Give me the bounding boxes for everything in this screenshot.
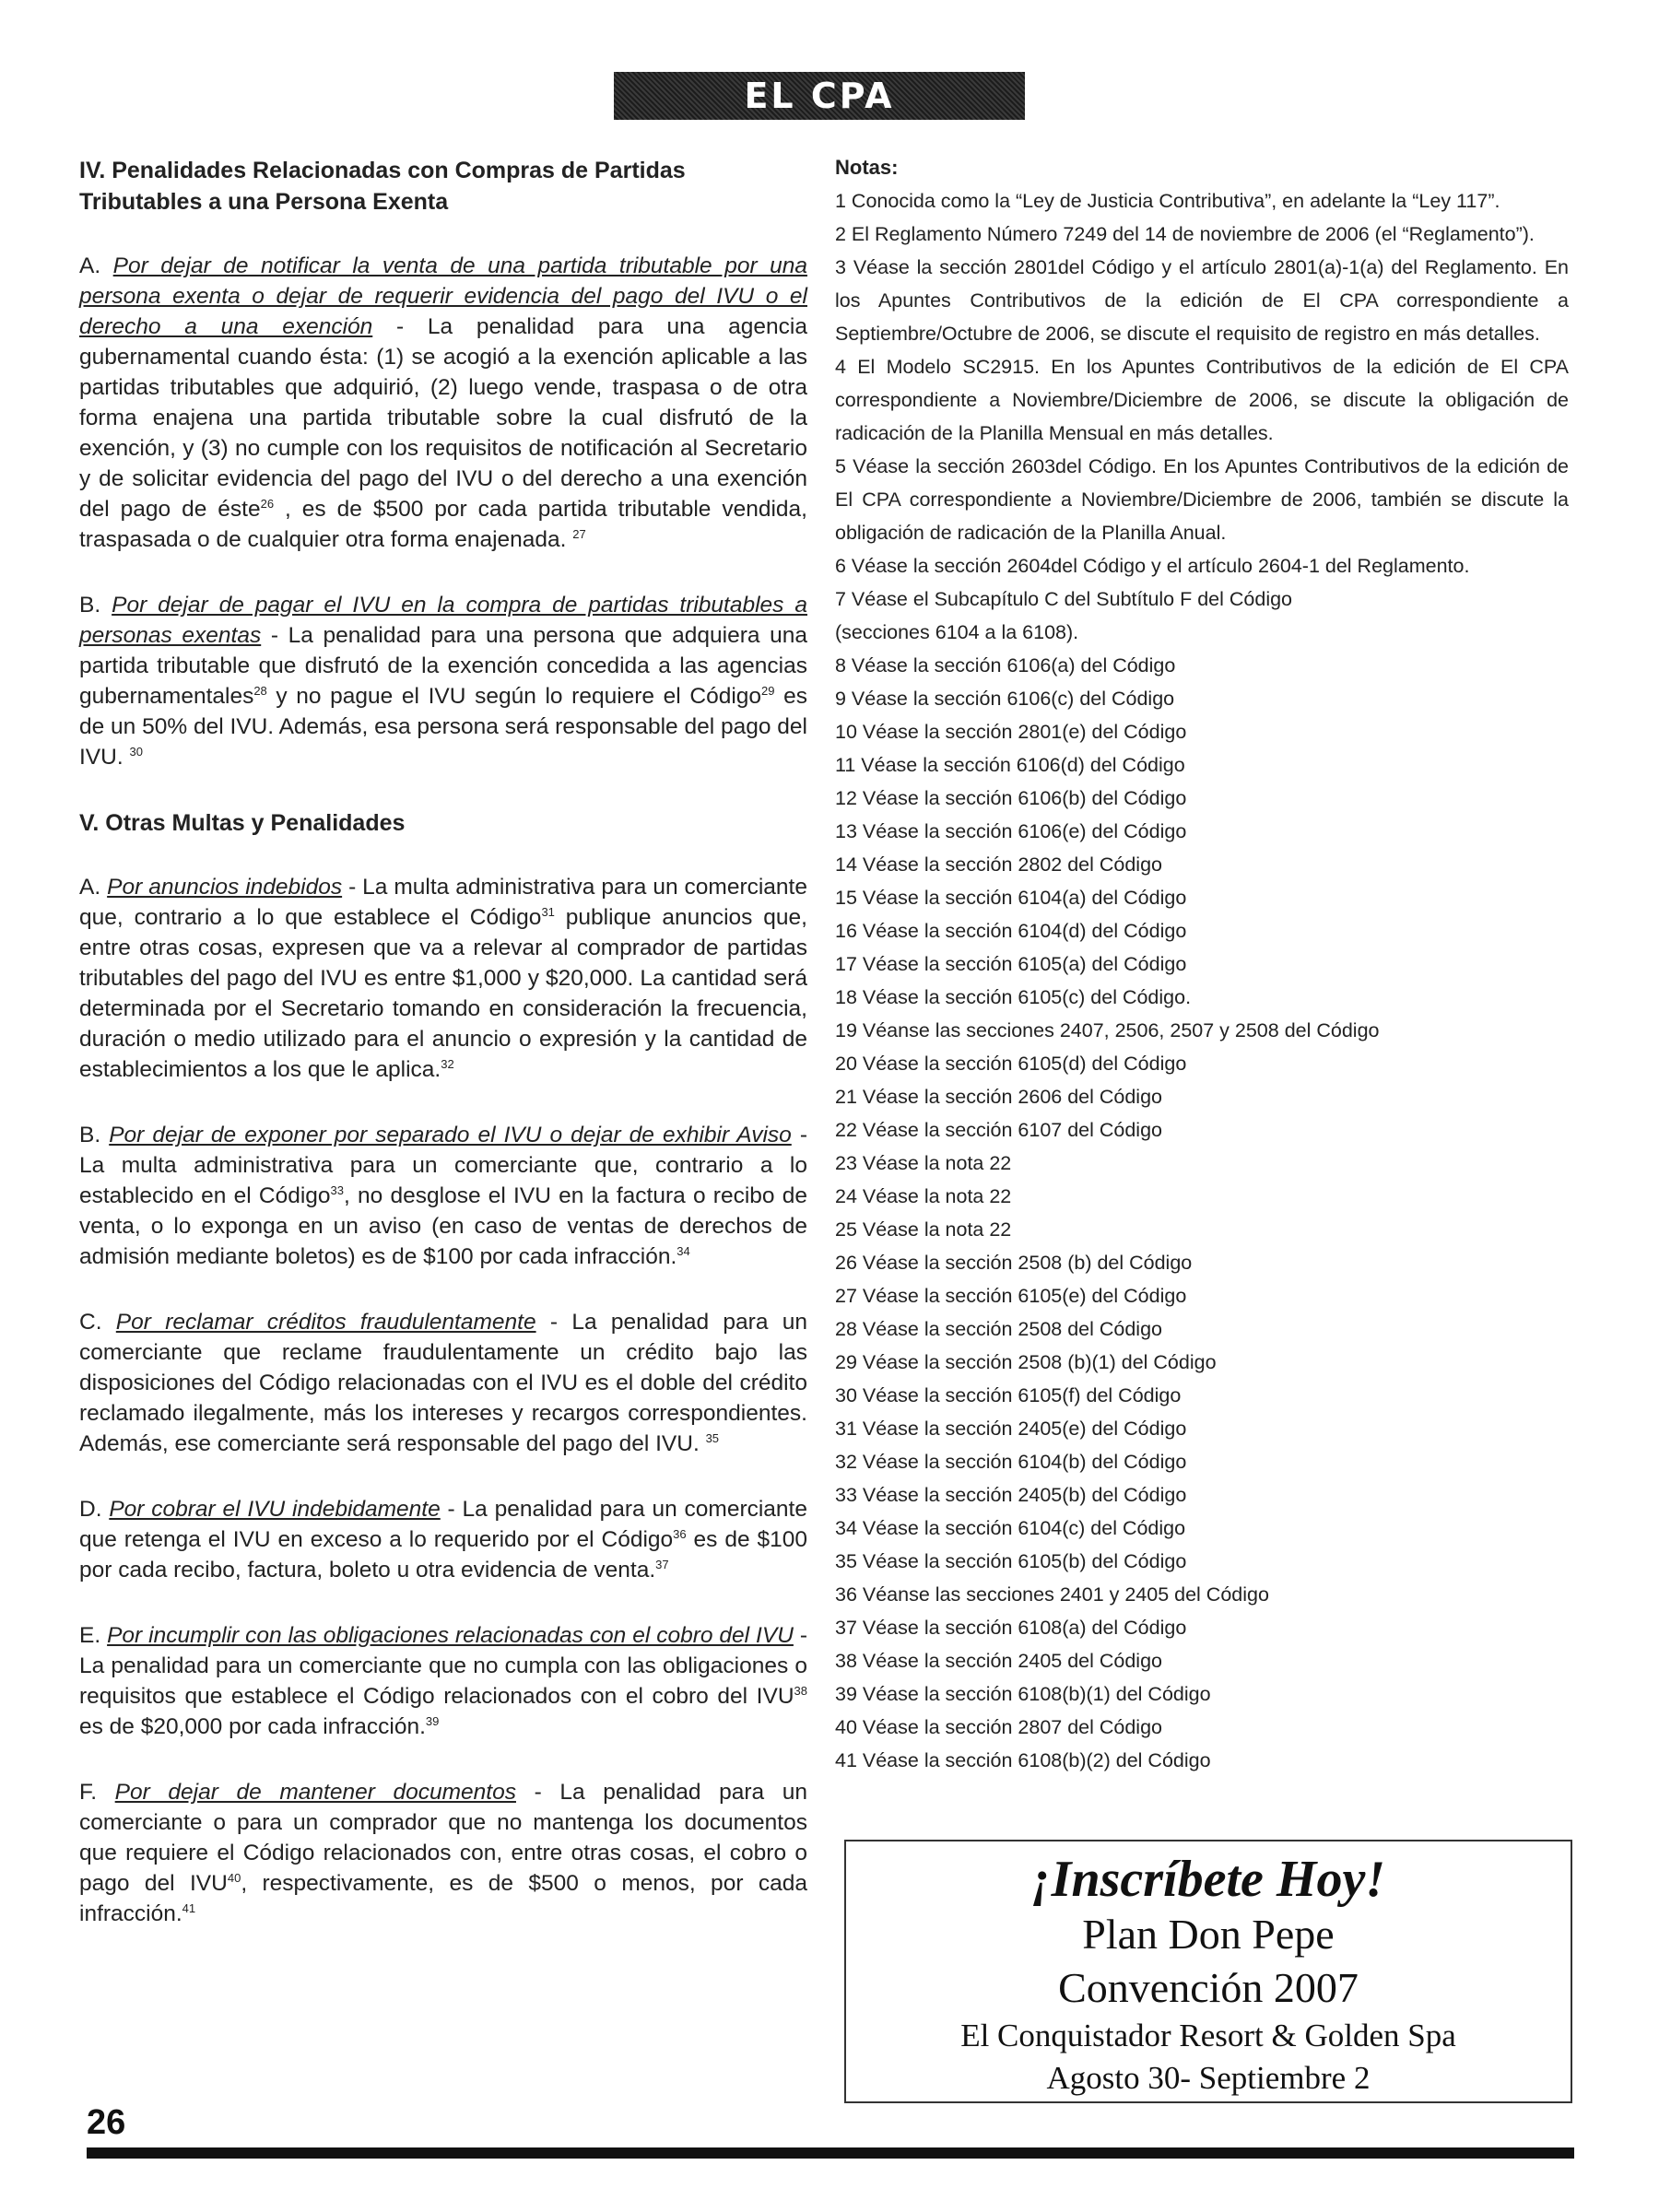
ad-line: Convención 2007	[1058, 1964, 1359, 2011]
magazine-title: EL CPA	[744, 76, 895, 116]
footnote-ref: 41	[182, 1900, 196, 1915]
footnote-item: 1 Conocida como la “Ley de Justicia Contributiva”, en adelante la “Ley 117”.	[835, 190, 1500, 212]
footnote-ref: 40	[227, 1870, 241, 1885]
notes-title: Notas:	[835, 156, 899, 179]
footnote-item: 27 Véase la sección 6105(e) del Código	[835, 1285, 1187, 1307]
footnote-ref: 36	[673, 1526, 687, 1541]
footnote-ref: 32	[441, 1056, 454, 1071]
footnote-item: 30 Véase la sección 6105(f) del Código	[835, 1384, 1182, 1406]
footnote-item: 14 Véase la sección 2802 del Código	[835, 853, 1163, 876]
footnote-item: 18 Véase la sección 6105(c) del Código.	[835, 986, 1192, 1008]
footnote-ref: 38	[794, 1683, 807, 1698]
footnote-ref: 26	[260, 496, 275, 511]
paragraph-lead: Por cobrar el IVU indebidamente	[109, 1497, 441, 1522]
footnote-item: 20 Véase la sección 6105(d) del Código	[835, 1053, 1187, 1075]
footnote-item: 34 Véase la sección 6104(c) del Código	[835, 1517, 1186, 1539]
footnote-item: 21 Véase la sección 2606 del Código	[835, 1086, 1163, 1108]
paragraph-v-e: E. Por incumplir con las obligaciones relacionadas con el cobro del IVU - La penalidad para un comerciante que no cumpla con las obligaciones o requisitos que establece el Código relacionados con el cobro del IVU$^{38}$ es de $20,000 por cada infracción.$^{39}$	[79, 1623, 807, 1739]
notes-column	[835, 151, 1569, 1777]
paragraph-lead: Por incumplir con las obligaciones relacionadas con el cobro del IVU	[107, 1623, 794, 1648]
footnote-item: 37 Véase la sección 6108(a) del Código	[835, 1617, 1187, 1639]
footnote-item: 10 Véase la sección 2801(e) del Código	[835, 721, 1187, 743]
footnote-ref: 28	[253, 683, 267, 698]
footnote-item: 39 Véase la sección 6108(b)(1) del Código	[835, 1683, 1211, 1705]
paragraph-v-a: A. Por anuncios indebidos - La multa administrativa para un comerciante que, contrario a lo que establece el Código$^{31}$ publique anuncios que, entre otras cosas, expresen que va a relevar al comprador de partidas tributables del pago del IVU es entre $1,000 y $20,000. La cantidad será determinada por el Secretario tomando en consideración la frecuencia, duración o medio utilizado para el anuncio o expresión y la cantidad de establecimientos a los que le aplica.$^{32}$	[79, 875, 807, 1082]
paragraph-v-d: D. Por cobrar el IVU indebidamente - La penalidad para un comerciante que retenga el IVU en exceso a lo requerido por el Código$^{36}$ es de $100 por cada recibo, factura, boleto u otra evidencia de venta.$^{37}$	[79, 1497, 807, 1583]
footnote-item: 22 Véase la sección 6107 del Código	[835, 1119, 1163, 1141]
paragraph-lead: Por anuncios indebidos	[107, 875, 343, 900]
footnote-item: 32 Véase la sección 6104(b) del Código	[835, 1451, 1187, 1473]
footnote-ref: 37	[655, 1557, 669, 1571]
footnote-item: 41 Véase la sección 6108(b)(2) del Código	[835, 1749, 1211, 1771]
paragraph-lead: Por reclamar créditos fraudulentamente	[115, 1310, 536, 1335]
article-body	[79, 155, 807, 1964]
paragraph-v-b: B. Por dejar de exponer por separado el IVU o dejar de exhibir Aviso - La multa administrativa para un comerciante que, contrario a lo establecido en el Código$^{33}$, no desglose el IVU en la factura o recibo de venta, o lo exponga en un aviso (en caso de ventas de derechos de admisión mediante boletos) es de $100 por cada infracción.$^{34}$	[79, 1123, 808, 1269]
footnote-ref: 35	[705, 1430, 720, 1445]
footnote-item: 15 Véase la sección 6104(a) del Código	[835, 887, 1187, 909]
footnote-item: 28 Véase la sección 2508 del Código	[835, 1318, 1163, 1340]
footnote-ref: 34	[677, 1243, 690, 1258]
footnote-item: (secciones 6104 a la 6108).	[835, 621, 1079, 643]
paragraph-lead: Por dejar de notificar la venta de una partida tributable por una persona exenta o dejar de requerir evidencia del pago del IVU o el derecho a una exención	[79, 253, 807, 339]
magazine-header	[614, 72, 1025, 120]
footnote-item: 25 Véase la nota 22	[835, 1218, 1012, 1241]
footnote-item: 2 El Reglamento Número 7249 del 14 de noviembre de 2006 (el “Reglamento”).	[835, 223, 1535, 245]
paragraph-iv-b: B. Por dejar de pagar el IVU en la compra de partidas tributables a personas exentas - La penalidad para una persona que adquiera una partida tributable que disfrutó de la exención concedida a las agencias gubernamentales$^{28}$ y no pague el IVU según lo requiere el Código$^{29}$ es de un 50% del IVU. Además, esa persona será responsable del pago del IVU. $^{30}$	[79, 593, 808, 770]
paragraph-lead: Por dejar de exponer por separado el IVU o dejar de exhibir Aviso	[109, 1123, 792, 1147]
footnote-item: 3 Véase la sección 2801del Código y el artículo 2801(a)-1(a) del Reglamento. En los Apuntes Contributivos de la edición de El CPA correspondiente a Septiembre/Octubre de 2006, se discute el requisito de registro en más detalles.	[835, 256, 1569, 345]
footnote-item: 12 Véase la sección 6106(b) del Código	[835, 787, 1187, 809]
footnote-item: 16 Véase la sección 6104(d) del Código	[835, 920, 1187, 942]
footnote-item: 35 Véase la sección 6105(b) del Código	[835, 1550, 1187, 1572]
footnote-item: 26 Véase la sección 2508 (b) del Código	[835, 1252, 1193, 1274]
footnote-item: 13 Véase la sección 6106(e) del Código	[835, 820, 1187, 842]
footnote-ref: 39	[425, 1713, 440, 1728]
footnote-ref: 30	[129, 744, 143, 759]
footnote-item: 36 Véanse las secciones 2401 y 2405 del Código	[835, 1583, 1269, 1606]
footnote-item: 19 Véanse las secciones 2407, 2506, 2507 y 2508 del Código	[835, 1019, 1380, 1041]
footnote-item: 24 Véase la nota 22	[835, 1185, 1012, 1207]
footnote-item: 4 El Modelo SC2915. En los Apuntes Contributivos de la edición de El CPA correspondiente a Noviembre/Diciembre de 2006, se discute la obligación de radicación de la Planilla Mensual en más detalles.	[835, 356, 1569, 444]
footnote-item: 33 Véase la sección 2405(b) del Código	[835, 1484, 1187, 1506]
footnote-ref: 33	[330, 1182, 345, 1197]
notes-list	[835, 184, 1569, 1777]
footer-rule	[87, 2147, 1574, 2159]
footnote-ref: 31	[541, 904, 555, 919]
paragraph-lead: Por dejar de mantener documentos	[114, 1780, 516, 1805]
footnote-item: 17 Véase la sección 6105(a) del Código	[835, 953, 1187, 975]
section-iv-title: IV. Penalidades Relacionadas con Compras de Partidas Tributables a una Persona Exenta	[79, 158, 686, 215]
ad-line: Agosto 30- Septiembre 2	[1046, 2060, 1371, 2096]
footnote-item: 8 Véase la sección 6106(a) del Código	[835, 654, 1176, 677]
footnote-item: 5 Véase la sección 2603del Código. En los Apuntes Contributivos de la edición de El CPA correspondiente a Noviembre/Diciembre de 2006, también se discute la obligación de radicación de la Planilla Anual.	[835, 455, 1569, 544]
footnote-item: 31 Véase la sección 2405(e) del Código	[835, 1418, 1187, 1440]
footnote-item: 9 Véase la sección 6106(c) del Código	[835, 688, 1175, 710]
footnote-item: 40 Véase la sección 2807 del Código	[835, 1716, 1163, 1738]
ad-line: El Conquistador Resort & Golden Spa	[960, 2018, 1456, 2053]
paragraph-v-f: F. Por dejar de mantener documentos - La penalidad para un comerciante o para un comprador que no mantenga los documentos que requiere el Código relacionados con, entre otras cosas, el cobro o pago del IVU$^{40}$, respectivamente, es de $500 o menos, por cada infracción.$^{41}$	[79, 1780, 807, 1926]
footnote-item: 7 Véase el Subcapítulo C del Subtítulo F del Código	[835, 588, 1293, 610]
footnote-item: 11 Véase la sección 6106(d) del Código	[835, 754, 1185, 776]
ad-line: Plan Don Pepe	[1082, 1911, 1335, 1958]
footnote-item: 6 Véase la sección 2604del Código y el artículo 2604-1 del Reglamento.	[835, 555, 1470, 577]
footnote-item: 38 Véase la sección 2405 del Código	[835, 1650, 1163, 1672]
paragraph-v-c: C. Por reclamar créditos fraudulentamente - La penalidad para un comerciante que reclame fraudulentamente un crédito bajo las disposiciones del Código relacionadas con el IVU es el doble del crédito reclamado ilegalmente, más los intereses y recargos correspondientes. Además, ese comerciante será responsable del pago del IVU. $^{35}$	[79, 1310, 807, 1456]
convention-ad	[844, 1840, 1572, 2103]
paragraph-iv-a: A. Por dejar de notificar la venta de una partida tributable por una persona exenta o dejar de requerir evidencia del pago del IVU o el derecho a una exención - La penalidad para una agencia gubernamental cuando ésta: (1) se acogió a la exención aplicable a las partidas tributables que adquirió, (2) luego vende, traspasa o de otra forma enajena una partida tributable sobre la cual disfrutó de la exención, y (3) no cumple con los requisitos de notificación al Secretario y de solicitar evidencia del pago del IVU o del derecho a una exención del pago de éste$^{26}$ , es de $500 por cada partida tributable vendida, traspasada o de cualquier otra forma enajenada. $^{27}$	[79, 253, 807, 552]
section-v-title: V. Otras Multas y Penalidades	[79, 810, 406, 836]
footnote-ref: 27	[572, 526, 586, 541]
paragraph-lead: Por dejar de pagar el IVU en la compra de partidas tributables a personas exentas	[79, 593, 807, 648]
footnote-item: 29 Véase la sección 2508 (b)(1) del Código	[835, 1351, 1217, 1373]
footnote-item: 23 Véase la nota 22	[835, 1152, 1012, 1174]
page-number: 26	[87, 2103, 126, 2142]
ad-title: ¡Inscríbete Hoy!	[1030, 1851, 1386, 1908]
footnote-ref: 29	[761, 683, 775, 698]
